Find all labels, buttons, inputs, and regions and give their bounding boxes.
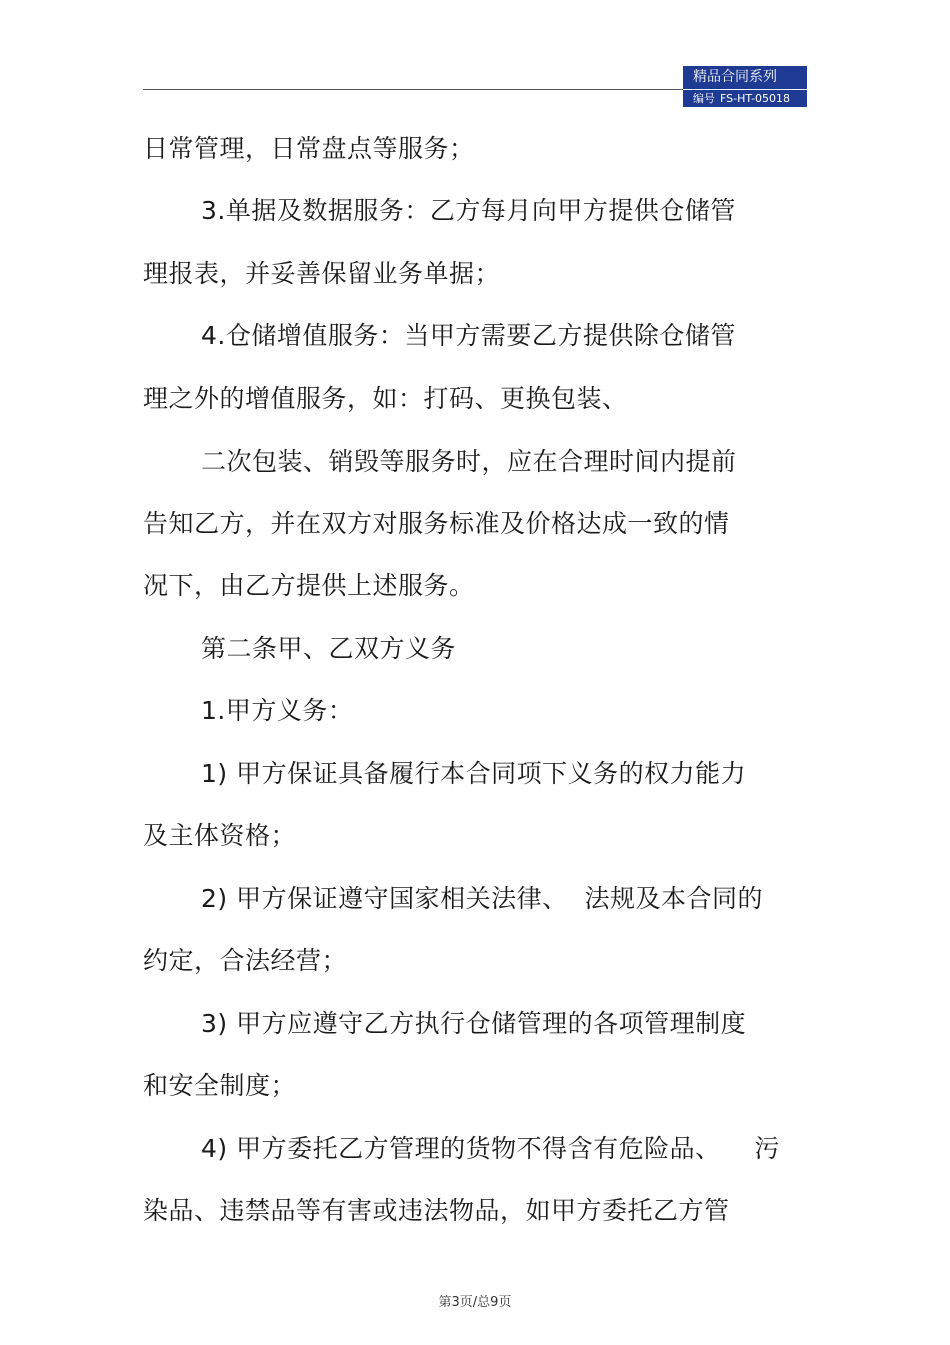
body-line: 况下，由乙方提供上述服务。: [143, 571, 475, 600]
body-line: 理之外的增值服务，如：打码、更换包装、: [143, 384, 628, 413]
body-line: 日常管理，日常盘点等服务；: [143, 134, 475, 163]
series-label: 精品合同系列: [683, 66, 807, 89]
body-line: 4.仓储增值服务：当甲方需要乙方提供除仓储管: [201, 321, 736, 350]
body-line: 约定，合法经营；: [143, 946, 348, 975]
body-line: 告知乙方，并在双方对服务标准及价格达成一致的情: [143, 509, 730, 538]
document-code: [683, 89, 807, 107]
code-value: FS-HT-05018: [720, 92, 791, 105]
body-line: 1) 甲方保证具备履行本合同项下义务的权力能力: [201, 759, 747, 788]
body-line: 2) 甲方保证遵守国家相关法律、 法规及本合同的: [201, 884, 764, 913]
section-heading: 第二条甲、乙双方义务: [201, 634, 457, 663]
page-number: 第3页/总9页: [438, 1295, 512, 1310]
series-badge: [683, 66, 807, 107]
body-line: 1.甲方义务：: [201, 696, 354, 725]
code-label: 编号: [693, 92, 715, 105]
body-line: 4) 甲方委托乙方管理的货物不得含有危险品、 污: [201, 1134, 780, 1163]
body-line: 和安全制度；: [143, 1071, 297, 1100]
body-line: 二次包装、销毁等服务时，应在合理时间内提前: [201, 447, 737, 476]
body-line: 及主体资格；: [143, 821, 297, 850]
header-rule: [143, 89, 683, 90]
body-line: 理报表，并妥善保留业务单据；: [143, 259, 501, 288]
body-line: 3.单据及数据服务：乙方每月向甲方提供仓储管: [201, 196, 736, 225]
body-line: 染品、违禁品等有害或违法物品，如甲方委托乙方管: [143, 1196, 730, 1225]
body-line: 3) 甲方应遵守乙方执行仓储管理的各项管理制度: [201, 1009, 747, 1038]
